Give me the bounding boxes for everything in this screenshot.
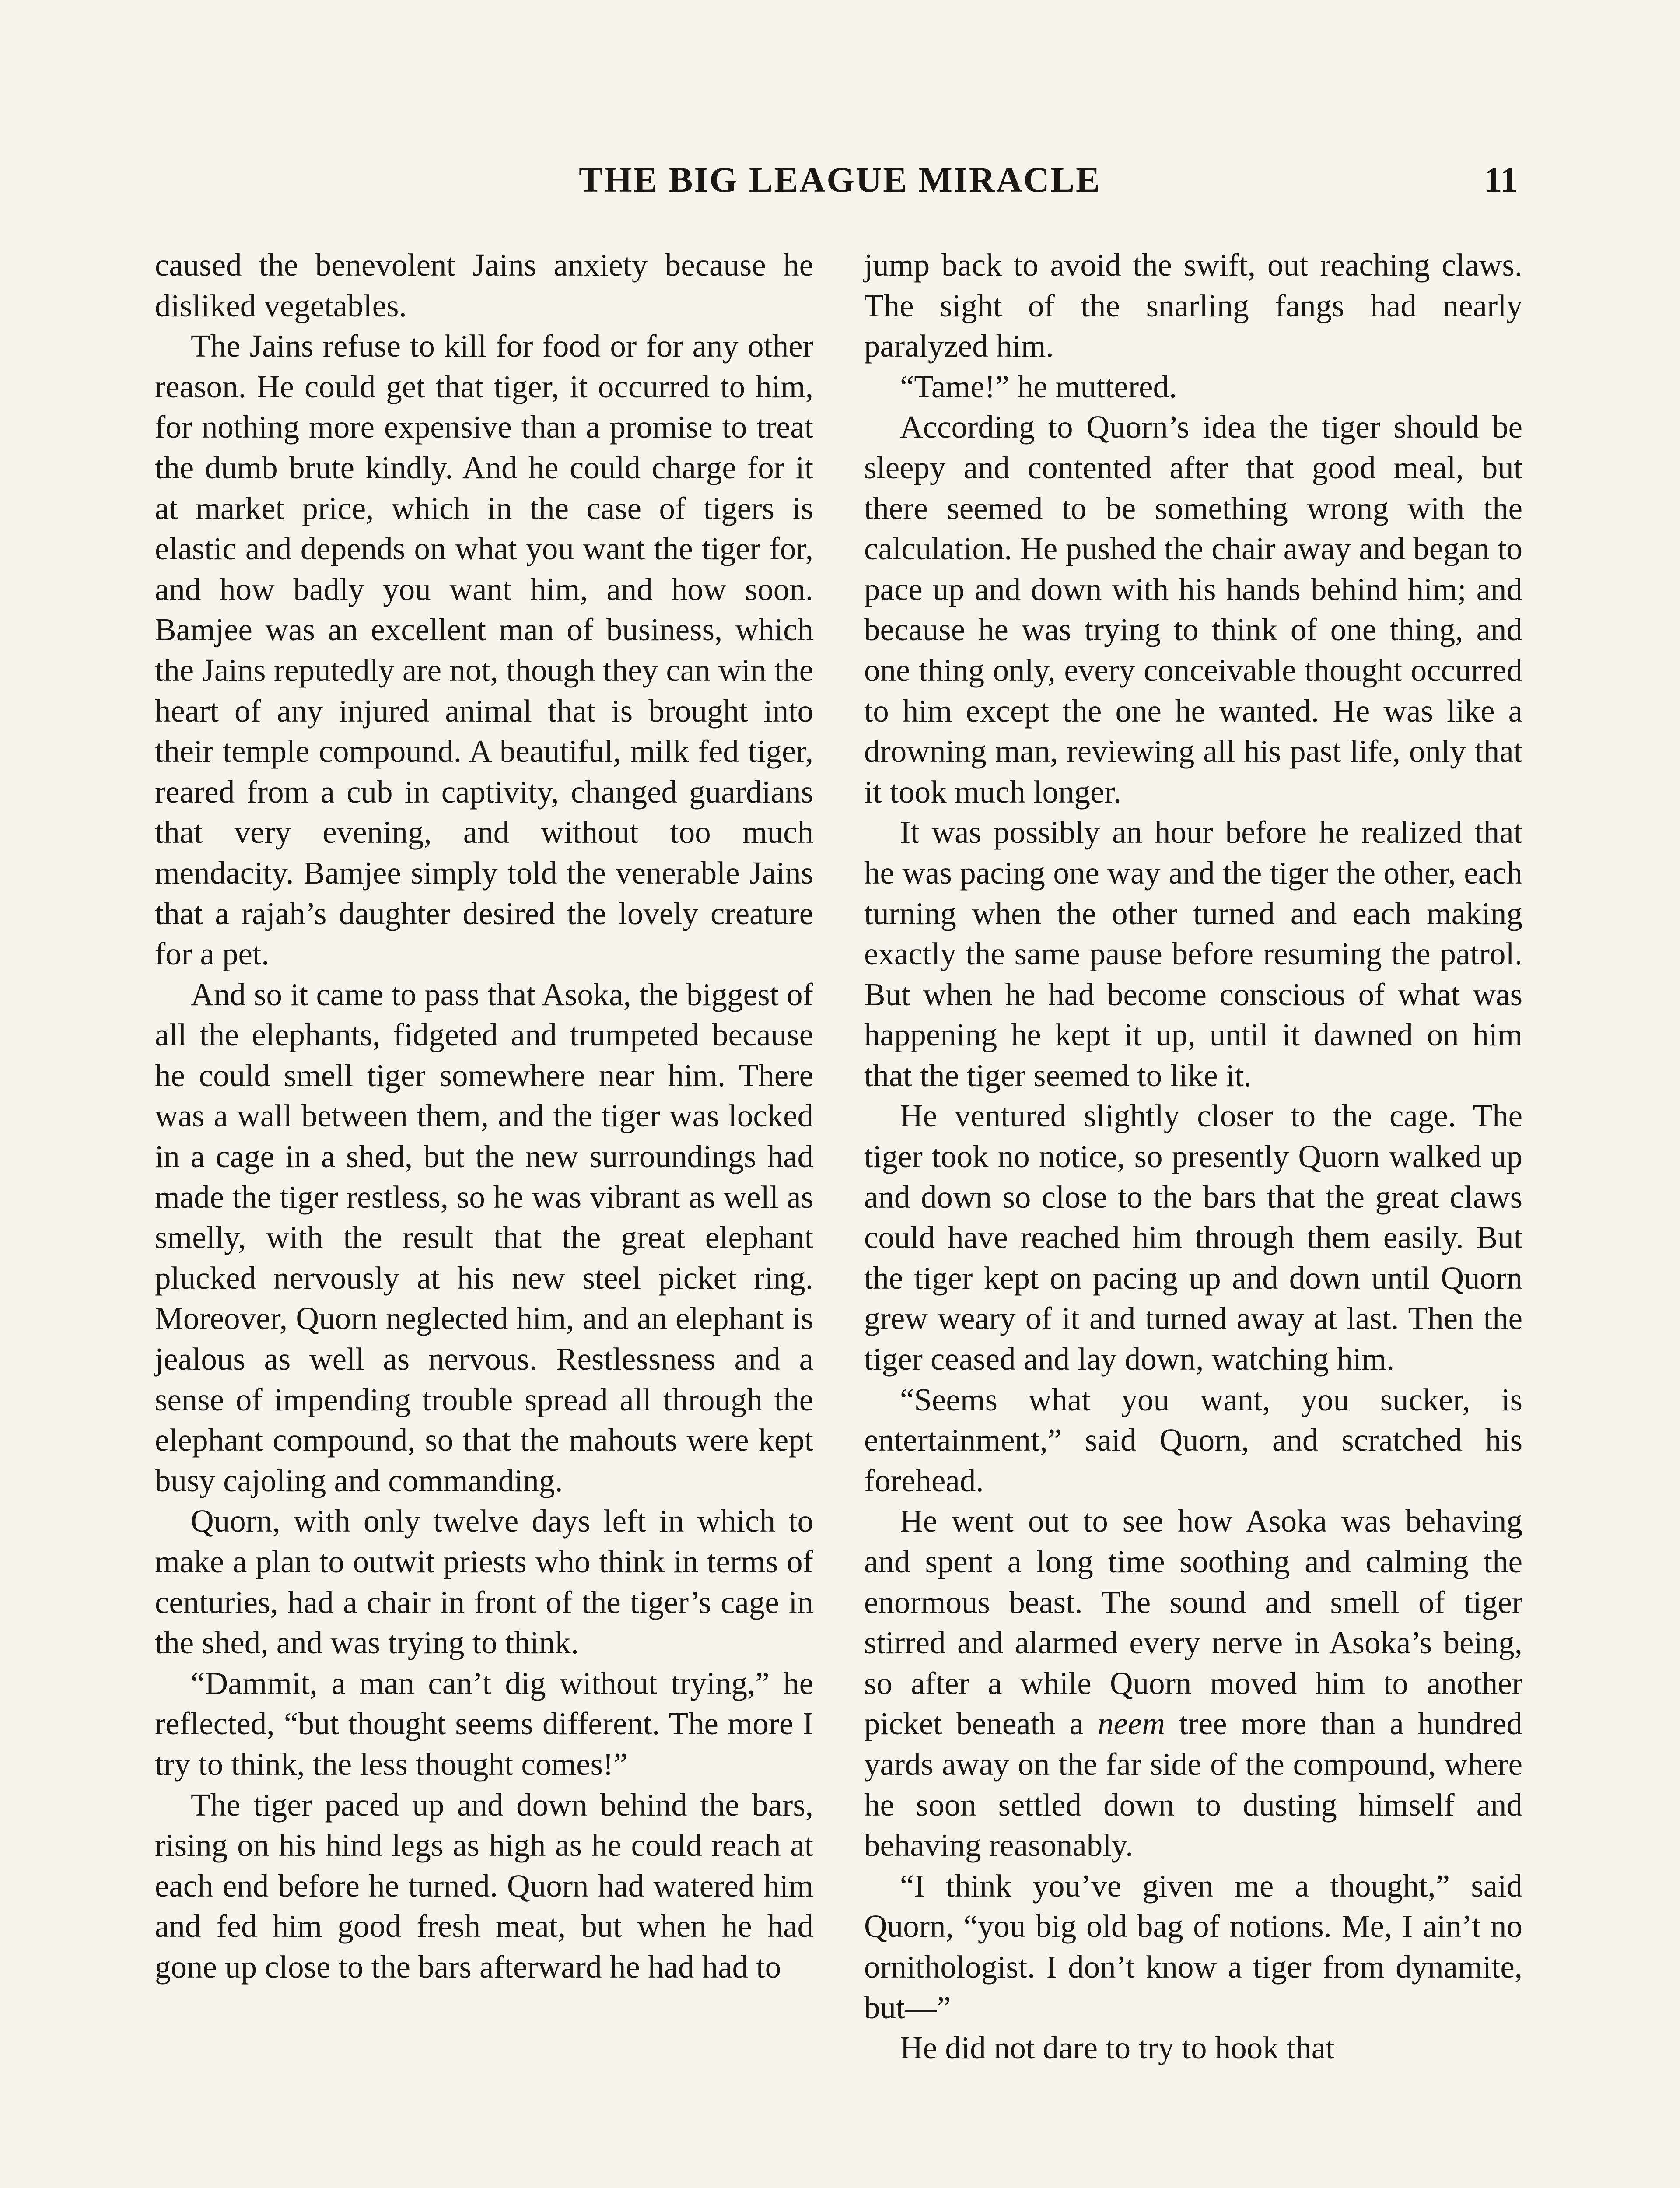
paragraph: “Dammit, a man can’t dig without trying,” he reflected, “but thought seems different. The more I try to think, the less thought comes!” bbox=[155, 1665, 813, 1782]
paragraph: “Seems what you want, you sucker, is entertainment,” said Quorn, and scratched his forehead. bbox=[864, 1382, 1522, 1498]
text-column-right bbox=[864, 245, 1522, 2069]
paragraph-text: tree more than a hundred yards away on the far side of the compound, where he soon settled down to dusting himself and behaving reasonably. bbox=[864, 1706, 1523, 1863]
paragraph: The Jains refuse to kill for food or for any other reason. He could get that tiger, it occurred to him, for nothing more expensive than a promise to treat the dumb brute kindly. And he could charge for it at market price, which in the case of tigers is elastic and depends on what you want the tiger for, and how badly you want him, and how soon. Bamjee was an excellent man of business, which the Jains reputedly are not, though they can win the heart of any injured animal that is brought into their temple compound. A beautiful, milk fed tiger, reared from a cub in captivity, changed guardians that very evening, and without too much mendacity. Bamjee simply told the venerable Jains that a rajah’s daughter desired the lovely creature for a pet. bbox=[155, 328, 813, 972]
paragraph: According to Quorn’s idea the tiger should be sleepy and contented after that good meal, but there seemed to be something wrong with the calculation. He pushed the chair away and began to pace up and down with his hands behind him; and because he was trying to think of one thing, and one thing only, every conceivable thought occurred to him except the one he wanted. He was like a drowning man, reviewing all his past life, only that it took much longer. bbox=[864, 409, 1522, 810]
paragraph-text: He went out to see how Asoka was behaving and spent a long time soothing and calming the enormous beast. The sound and smell of tiger stirred and alarmed every nerve in Asoka’s being, so after a while Quorn moved him to another picket beneath a bbox=[864, 1503, 1522, 1742]
paragraph: “I think you’ve given me a thought,” said Quorn, “you big old bag of notions. Me, I ain’t no ornithologist. I don’t know a tiger from dynamite, but—” bbox=[864, 1868, 1522, 2025]
page-number: 11 bbox=[1484, 160, 1518, 200]
running-title: THE BIG LEAGUE MIRACLE bbox=[579, 160, 1101, 200]
page-header bbox=[162, 156, 1518, 204]
paragraph: And so it came to pass that Asoka, the biggest of all the elephants, fidgeted and trumpeted because he could smell tiger somewhere near him. There was a wall between them, and the tiger was locked in a cage in a shed, but the new surroundings had made the tiger restless, so he was vibrant as well as smelly, with the result that the great elephant plucked nervously at his new steel picket ring. Moreover, Quorn neglected him, and an elephant is jealous as well as nervous. Restlessness and a sense of impending trouble spread all through the elephant compound, so that the mahouts were kept busy cajoling and commanding. bbox=[155, 976, 813, 1498]
italic-word: neem bbox=[1097, 1706, 1165, 1742]
paragraph: “Tame!” he muttered. bbox=[900, 368, 1177, 404]
paragraph: Quorn, with only twelve days left in which to make a plan to outwit priests who think in terms of centuries, had a chair in front of the tiger’s cage in the shed, and was trying to think. bbox=[155, 1503, 813, 1661]
paragraph: The tiger paced up and down behind the bars, rising on his hind legs as high as he could reach at each end before he turned. Quorn had watered him and fed him good fresh meat, but when he had gone up close to the bars afterward he had had to bbox=[155, 1787, 813, 1985]
paragraph bbox=[864, 1501, 1522, 1865]
text-column-left bbox=[155, 245, 813, 1988]
paragraph: He did not dare to try to hook that bbox=[900, 2030, 1335, 2066]
paragraph: jump back to avoid the swift, out reaching claws. The sight of the snarling fangs had nearly paralyzed him. bbox=[864, 247, 1522, 364]
paragraph: caused the benevolent Jains anxiety because he disliked vegetables. bbox=[155, 247, 813, 323]
paragraph: It was possibly an hour before he realized that he was pacing one way and the tiger the other, each turning when the other turned and each making exactly the same pause before resuming the patrol. But when he had become conscious of what was happening he kept it up, until it dawned on him that the tiger seemed to like it. bbox=[864, 814, 1522, 1093]
paragraph: He ventured slightly closer to the cage. The tiger took no notice, so presently Quorn walked up and down so close to the bars that the great claws could have reached him through them easily. But the tiger kept on pacing up and down until Quorn grew weary of it and turned away at last. Then the tiger ceased and lay down, watching him. bbox=[864, 1098, 1522, 1377]
